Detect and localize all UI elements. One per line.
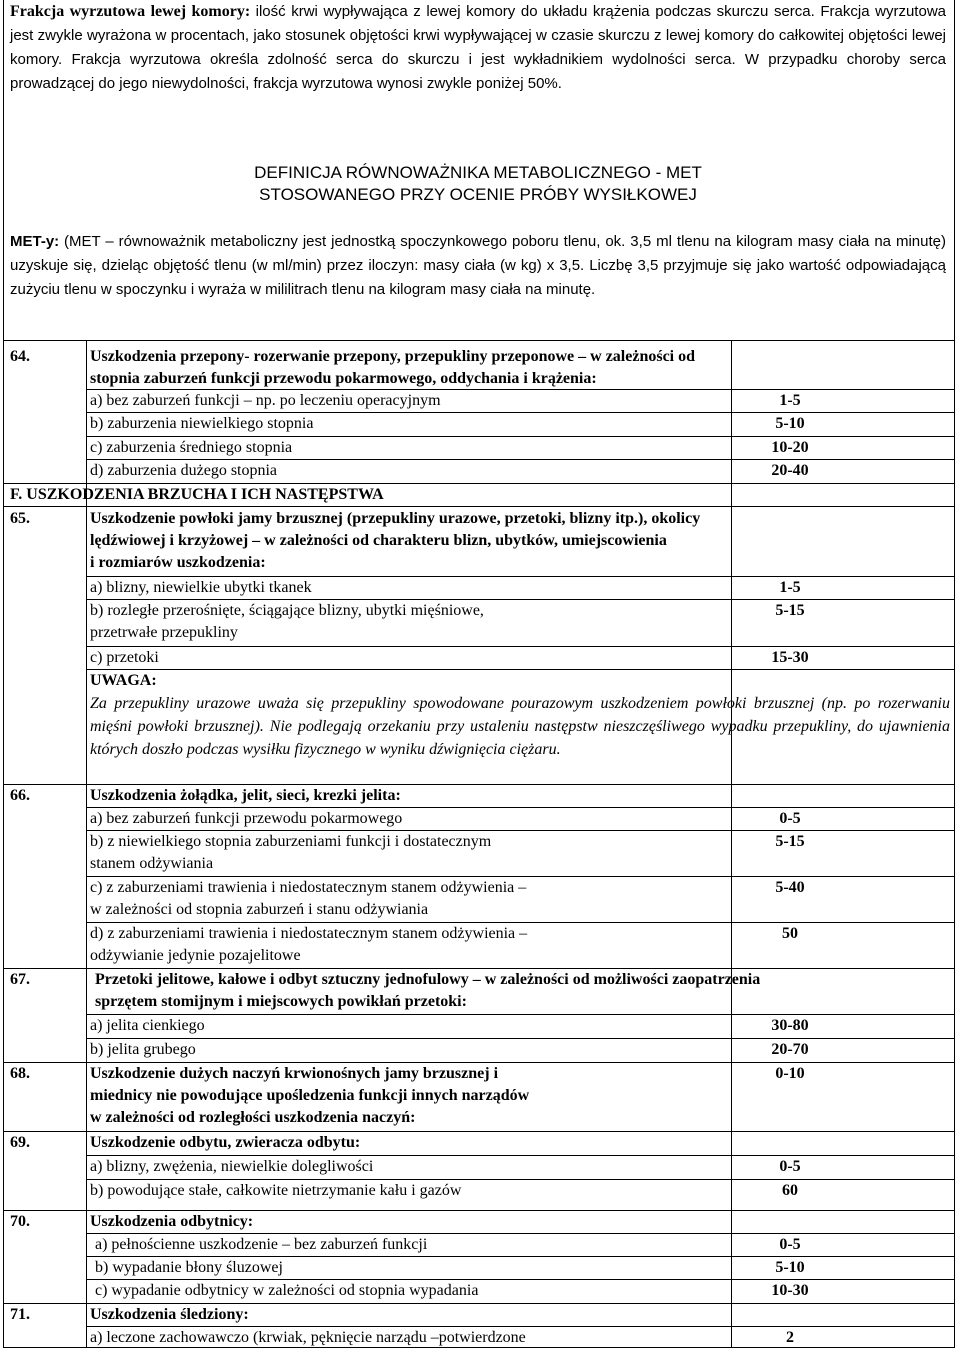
item-number: 69. (10, 1134, 30, 1151)
item-value: 10-30 (771, 1282, 809, 1299)
item-value: 10-20 (771, 439, 809, 456)
column-divider (86, 340, 87, 1348)
item-value: 1-5 (779, 579, 801, 596)
list-item: c) przetoki (90, 649, 159, 666)
item-value: 5-10 (775, 1259, 805, 1276)
item-value: 20-40 (771, 462, 809, 479)
list-item: b) jelita grubego (90, 1041, 196, 1058)
item-title (95, 969, 955, 1013)
ef-label: Frakcja wyrzutowa lewej komory: (10, 3, 251, 20)
title-line: stopnia zaburzeń funkcji przewodu pokarmowego, oddychania i krążenia: (90, 370, 597, 387)
title-line: i rozmiarów uszkodzenia: (90, 554, 266, 571)
item-value: 5-10 (775, 415, 805, 432)
list-item: a) blizny, zwężenia, niewielkie dolegliwości (90, 1158, 374, 1175)
ef-text: ilość krwi wypływająca z lewej komory do układu krążenia podczas skurczu serca. Frakcja wyrzutowa jest zwykle wyrażona w procentach, jako stosunek objętości krwi wypływającej w czasie skurczu z lewej komory do całkowitej objętości lewej komory. Frakcja wyrzutowa określa zdolność serca do skurczu i jest wykładnikiem wydolności serca. W przypadku choroby serca prowadzącej do jego niewydolności, frakcja wyrzutowa wynosi zwykle poniżej 50%. (10, 3, 946, 92)
rule (3, 506, 955, 507)
list-item: a) blizny, niewielkie ubytki tkanek (90, 579, 312, 596)
note-heading: UWAGA: (90, 672, 157, 689)
item-number: 65. (10, 510, 30, 527)
item-line: w zależności od stopnia zaburzeń i stanu odżywiania (90, 901, 429, 918)
rule (3, 340, 955, 341)
list-item: c) zaburzenia średniego stopnia (90, 439, 293, 456)
list-item: b) powodujące stałe, całkowite nietrzymanie kału i gazów (90, 1182, 462, 1199)
title-line: Uszkodzenia przepony- rozerwanie przepony, przepukliny przeponowe – w zależności od (90, 348, 696, 365)
list-item (90, 831, 730, 875)
item-title: Uszkodzenia żołądka, jelit, sieci, krezki jelita: (90, 787, 401, 804)
item-line: b) rozległe przerośnięte, ściągające blizny, ubytki mięśniowe, (90, 602, 484, 619)
item-value: 2 (786, 1329, 794, 1346)
item-line: stanem odżywiania (90, 855, 214, 872)
item-number: 64. (10, 348, 30, 365)
item-line: c) z zaburzeniami trawienia i niedostatecznym stanem odżywienia – (90, 879, 527, 896)
item-title (90, 508, 950, 574)
item-number: 71. (10, 1306, 30, 1323)
ef-paragraph (10, 0, 946, 96)
item-line: d) z zaburzeniami trawienia i niedostatecznym stanem odżywienia – (90, 925, 528, 942)
item-title (90, 1063, 720, 1129)
list-item: c) wypadanie odbytnicy w zależności od stopnia wypadania (95, 1282, 479, 1299)
item-line: przetrwałe przepukliny (90, 624, 238, 641)
item-number: 70. (10, 1213, 30, 1230)
title-line: w zależności od rozległości uszkodzenia naczyń: (90, 1109, 416, 1126)
item-value: 20-70 (771, 1041, 809, 1058)
title-line: lędźwiowej i krzyżowej – w zależności od charakteru blizn, ubytków, umiejscowienia (90, 532, 667, 549)
met-paragraph (10, 230, 946, 302)
title-line: Uszkodzenie dużych naczyń krwionośnych jamy brzusznej i (90, 1065, 499, 1082)
item-value: 50 (782, 925, 798, 942)
list-item (90, 877, 730, 921)
item-number: 66. (10, 787, 30, 804)
list-item: a) pełnościenne uszkodzenie – bez zaburzeń funkcji (95, 1236, 428, 1253)
list-item: a) jelita cienkiego (90, 1017, 205, 1034)
title-line: miednicy nie powodujące upośledzenia funkcji innych narządów (90, 1087, 530, 1104)
item-title: Uszkodzenia odbytnicy: (90, 1213, 254, 1230)
item-line: b) z niewielkiego stopnia zaburzeniami funkcji i dostatecznym (90, 833, 492, 850)
item-value: 1-5 (779, 392, 801, 409)
met-heading-line1: DEFINICJA RÓWNOWAŻNIKA METABOLICZNEGO - MET (254, 163, 702, 182)
item-value: 0-5 (779, 1236, 801, 1253)
list-item: b) zaburzenia niewielkiego stopnia (90, 415, 314, 432)
item-value: 0-5 (779, 1158, 801, 1175)
title-line: sprzętem stomijnym i miejscowych powikłań przetoki: (95, 993, 467, 1010)
item-number: 68. (10, 1065, 30, 1082)
item-value: 60 (782, 1182, 798, 1199)
list-item (90, 600, 730, 644)
item-line: odżywianie jedynie pozajelitowe (90, 947, 301, 964)
met-definition-heading (10, 162, 946, 206)
note-text: Za przepukliny urazowe uważa się przepukliny spowodowane pourazowym uszkodzeniem powłoki brzusznej (np. po rozerwaniu mięśni powłoki brzusznej). Nie podlegają orzekaniu przy ustaleniu następstw nieszczęśliwego wypadku przepukliny, do ujawnienia których doszło podczas wysiłku fizycznego w wyniku dźwignięcia ciężaru. (90, 695, 950, 758)
column-divider (731, 340, 732, 1348)
item-title: Uszkodzenia śledziony: (90, 1306, 249, 1323)
list-item (90, 923, 730, 967)
item-value: 0-10 (775, 1065, 805, 1082)
item-value: 5-15 (775, 602, 805, 619)
list-item: a) leczone zachowawczo (krwiak, pęknięcie narządu –potwierdzone (90, 1329, 526, 1346)
item-title: Uszkodzenie odbytu, zwieracza odbytu: (90, 1134, 361, 1151)
section-heading: F. USZKODZENIA BRZUCHA I ICH NASTĘPSTWA (10, 486, 384, 503)
item-title (90, 346, 950, 390)
list-item: a) bez zaburzeń funkcji – np. po leczeniu operacyjnym (90, 392, 441, 409)
list-item: d) zaburzenia dużego stopnia (90, 462, 278, 479)
item-value: 0-5 (779, 810, 801, 827)
title-line: Uszkodzenie powłoki jamy brzusznej (przepukliny urazowe, przetoki, blizny itp.), okolicy (90, 510, 701, 527)
item-value: 5-15 (775, 833, 805, 850)
item-number: 67. (10, 971, 30, 988)
item-value: 30-80 (771, 1017, 809, 1034)
item-value: 15-30 (771, 649, 809, 666)
list-item: b) wypadanie błony śluzowej (95, 1259, 283, 1276)
met-heading-line2: STOSOWANEGO PRZY OCENIE PRÓBY WYSIŁKOWEJ (259, 185, 697, 204)
met-text: (MET – równoważnik metaboliczny jest jednostką spoczynkowego poboru tlenu, ok. 3,5 ml tlenu na kilogram masy ciała na minutę) uzyskuje się, dzieląc objętość tlenu (w ml/min) przez iloczyn: masy ciała (w kg) x 3,5. Liczbę 3,5 przyjmuje się jako wartość odpowiadającą zużyciu tlenu w spoczynku i wyraża w mililitrach tlenu na kilogram masy ciała na minutę. (10, 233, 946, 298)
met-label: MET-y: (10, 233, 60, 250)
title-line: Przetoki jelitowe, kałowe i odbyt sztuczny jednofulowy – w zależności od możliwości zaopatrzenia (95, 971, 761, 988)
item-value: 5-40 (775, 879, 805, 896)
list-item: a) bez zaburzeń funkcji przewodu pokarmowego (90, 810, 403, 827)
rule (86, 669, 955, 670)
